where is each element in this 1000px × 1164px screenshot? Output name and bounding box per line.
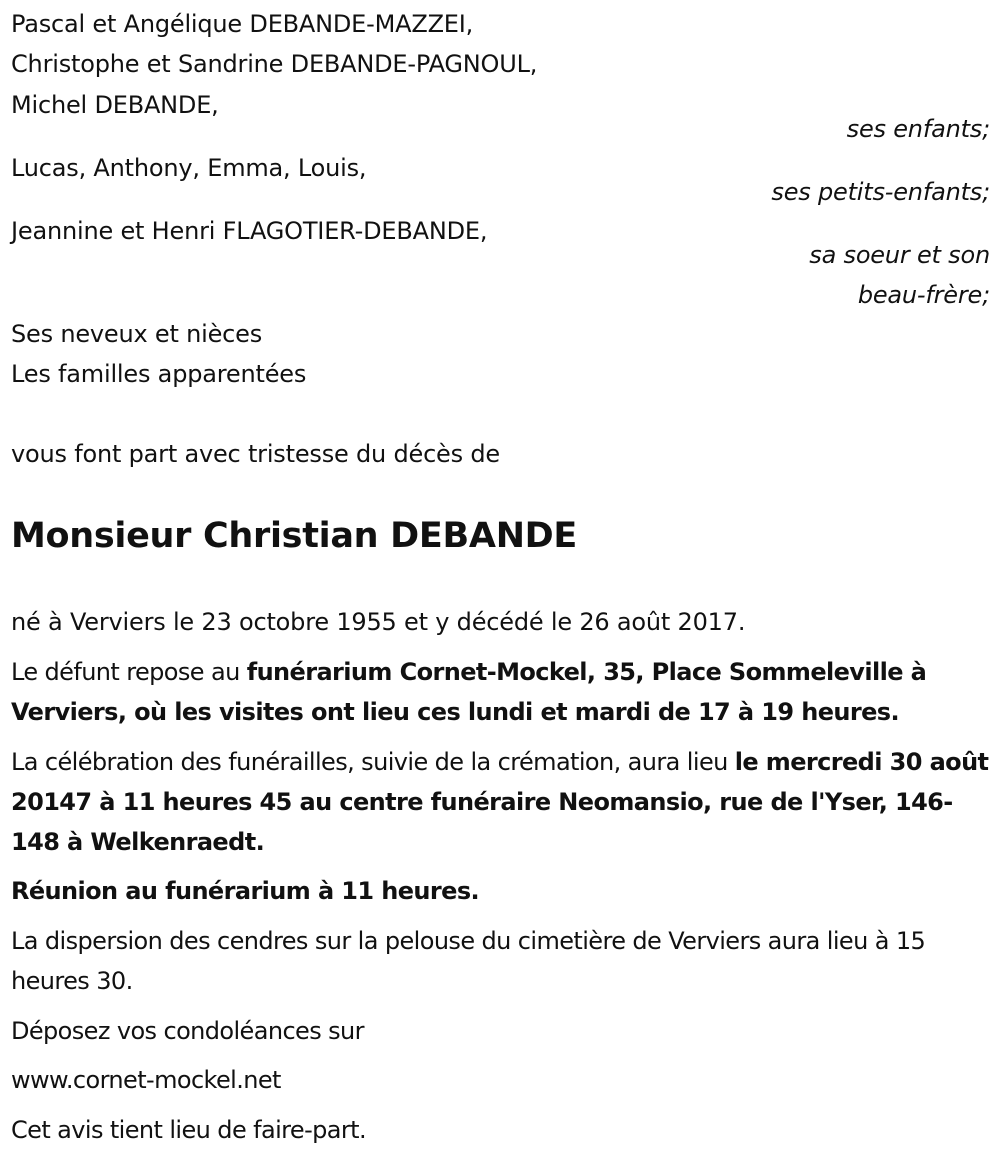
ceremony-paragraph [11, 742, 991, 862]
ashes-dispersion: La dispersion des cendres sur la pelouse du cimetière de Verviers aura lieu à 15 heures 30. [11, 927, 926, 995]
ceremony-prefix: La célébration des funérailles, suivie de la crémation, aura lieu [11, 748, 735, 776]
role-grandchildren: ses petits-enfants; [771, 178, 990, 206]
website-link[interactable]: www.cornet-mockel.net [11, 1066, 281, 1094]
faire-part-notice: Cet avis tient lieu de faire-part. [11, 1116, 366, 1144]
ceremony-details: le mercredi 30 août 20147 à 11 heures 45 au centre funéraire Neomansio, rue de l'Yser, 146-148 à Welkenraedt. [11, 748, 989, 856]
birth-death-dates: né à Verviers le 23 octobre 1955 et y décédé le 26 août 2017. [11, 608, 746, 636]
family-relatives: Les familles apparentées [11, 360, 307, 388]
role-children: ses enfants; [846, 115, 990, 143]
family-grandchildren: Lucas, Anthony, Emma, Louis, [11, 154, 367, 182]
deceased-name: Monsieur Christian DEBANDE [11, 516, 578, 556]
rest-location-details: funérarium Cornet-Mockel, 35, Place Sommeleville à Verviers, où les visites ont lieu ces lundi et mardi de 17 à 19 heures. [11, 658, 927, 726]
role-sister-line-1: sa soeur et son [809, 241, 990, 269]
announcement-intro: vous font part avec tristesse du décès de [11, 440, 500, 468]
meeting-notice: Réunion au funérarium à 11 heures. [11, 877, 480, 905]
family-nephews: Ses neveux et nièces [11, 320, 263, 348]
family-children-line-3: Michel DEBANDE, [11, 91, 219, 119]
family-children-line-1: Pascal et Angélique DEBANDE-MAZZEI, [11, 10, 474, 38]
family-children-line-2: Christophe et Sandrine DEBANDE-PAGNOUL, [11, 50, 538, 78]
condolences-text: Déposez vos condoléances sur [11, 1017, 364, 1045]
family-sister: Jeannine et Henri FLAGOTIER-DEBANDE, [11, 217, 488, 245]
rest-location-prefix: Le défunt repose au [11, 658, 247, 686]
role-sister-line-2: beau-frère; [857, 281, 990, 309]
rest-location-paragraph [11, 652, 991, 732]
